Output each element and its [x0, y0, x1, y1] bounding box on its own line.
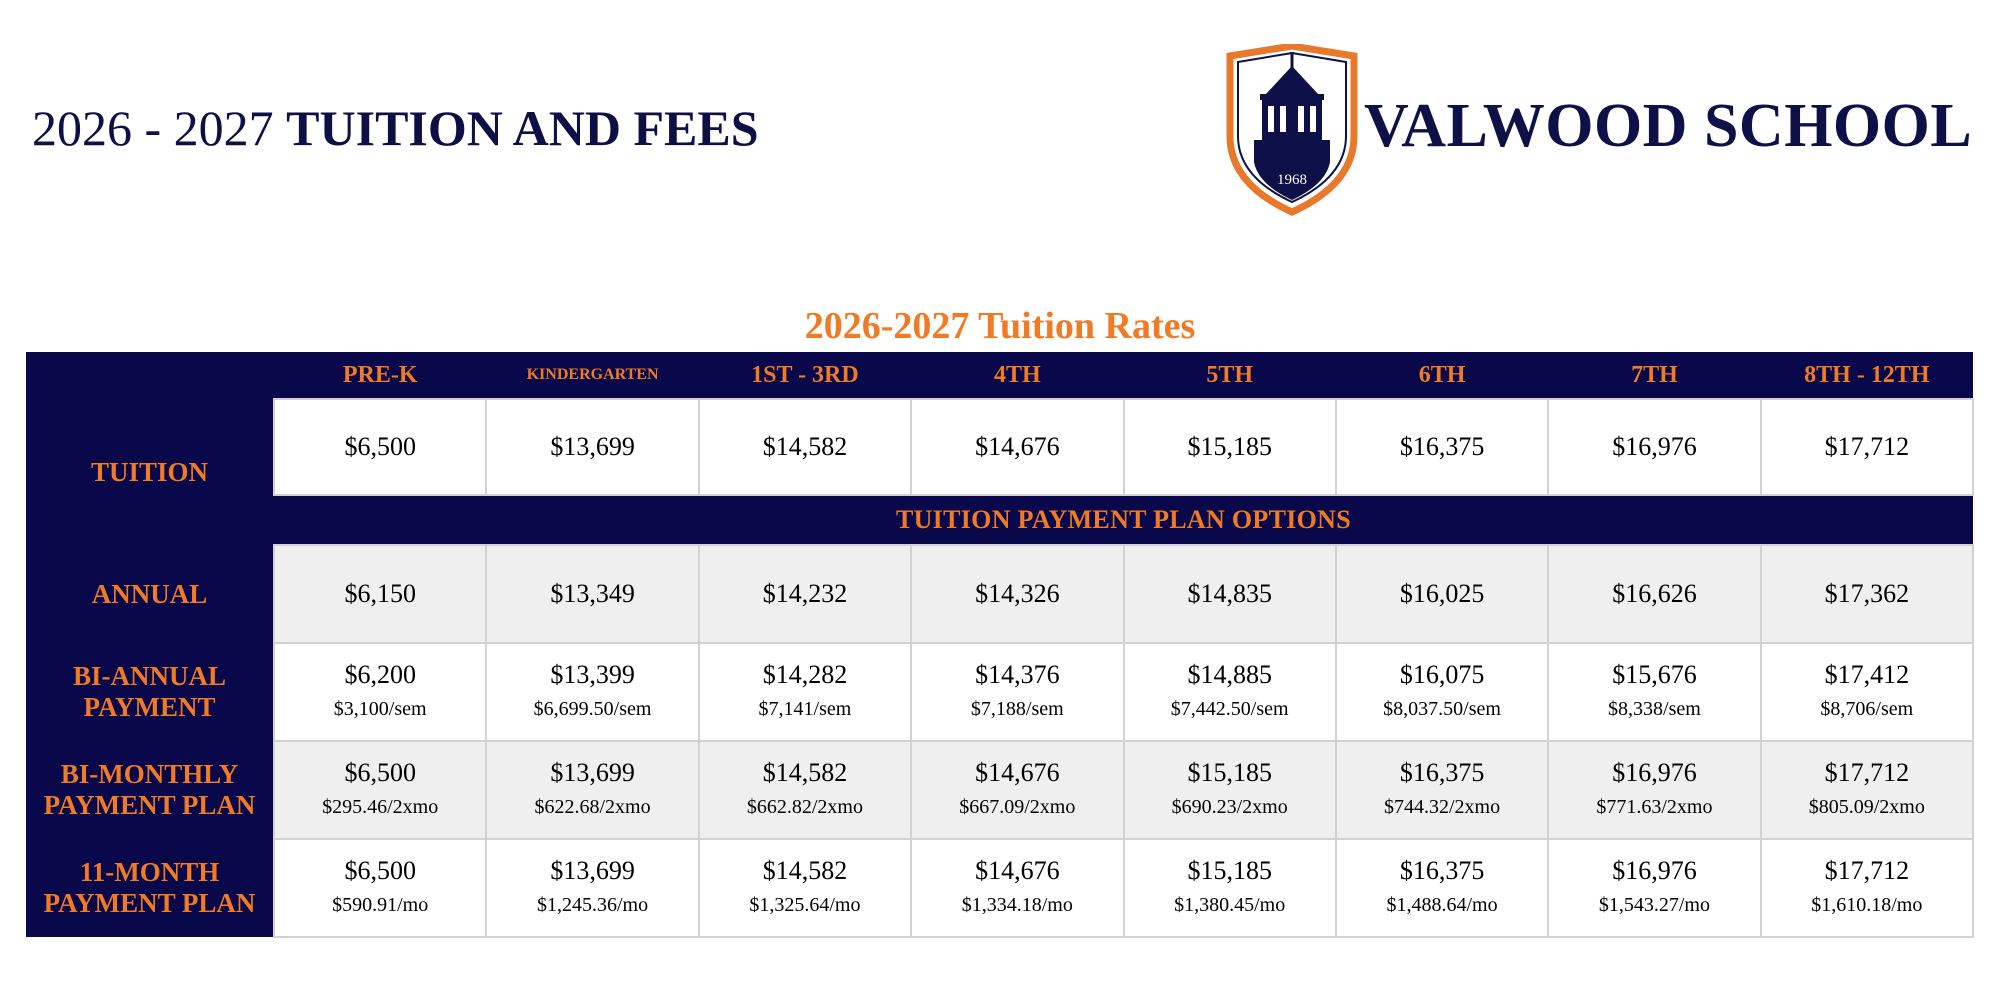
cell-total: $16,976: [1612, 758, 1697, 787]
cell-total: $16,375: [1399, 432, 1485, 461]
table-cell: [1761, 839, 1973, 937]
cell-installment: $662.82/2xmo: [746, 796, 863, 818]
table-cell: [1548, 839, 1760, 937]
row-label-line: BI-ANNUAL: [72, 661, 226, 691]
cell-installment: $622.68/2xmo: [534, 796, 651, 818]
cell-installment: $667.09/2xmo: [959, 796, 1076, 818]
cell-total: $15,185: [1187, 432, 1272, 461]
table-cell: [699, 839, 911, 937]
cell-total: $6,500: [344, 432, 416, 461]
column-header: 4TH: [911, 352, 1123, 399]
cell-total: $15,185: [1187, 758, 1272, 787]
cell-total: $15,185: [1187, 856, 1272, 885]
cell-total: $14,835: [1187, 579, 1272, 608]
cell-total: $6,500: [344, 856, 416, 885]
column-header: PRE-K: [274, 352, 486, 399]
cell-total: $14,376: [975, 660, 1060, 689]
table-cell: [1548, 545, 1760, 643]
cell-total: $14,676: [975, 758, 1060, 787]
row-label-line: 11-MONTH: [79, 857, 220, 887]
table-cell: [699, 741, 911, 839]
cell-total: $16,976: [1612, 856, 1697, 885]
cell-installment: $8,037.50/sem: [1383, 698, 1501, 720]
cell-installment: $6,699.50/sem: [533, 698, 652, 720]
table-cell: [1124, 545, 1336, 643]
monthly-row: [26, 839, 1973, 937]
cell-total: $17,712: [1824, 856, 1910, 885]
cell-total: $13,349: [550, 579, 635, 608]
cell-installment: $8,338/sem: [1608, 698, 1701, 720]
table-cell: [274, 741, 486, 839]
row-label-bimonthly: [26, 741, 274, 839]
cell-total: $14,232: [762, 579, 848, 608]
table-cell: [1761, 545, 1973, 643]
school-crest-logo-icon: [1224, 44, 1360, 216]
table-cell: [486, 399, 698, 495]
table-cell: [1124, 839, 1336, 937]
table-cell: [274, 643, 486, 741]
cell-total: $17,412: [1824, 660, 1910, 689]
column-header: 6TH: [1336, 352, 1548, 399]
cell-installment: $1,334.18/mo: [961, 894, 1073, 916]
cell-total: $16,375: [1399, 856, 1485, 885]
school-logo: [1224, 44, 1973, 216]
cell-total: $13,699: [550, 856, 635, 885]
table-cell: [1336, 545, 1548, 643]
table-cell: [911, 741, 1123, 839]
column-header: 8TH - 12TH: [1761, 352, 1973, 399]
cell-installment: $3,100/sem: [333, 698, 427, 720]
table-cell: [1124, 399, 1336, 495]
cell-total: $16,075: [1399, 660, 1485, 689]
cell-total: $14,282: [762, 660, 848, 689]
table-cell: [1124, 643, 1336, 741]
table-cell: [1548, 741, 1760, 839]
column-header: KINDERGARTEN: [486, 352, 698, 399]
cell-total: $6,200: [344, 660, 416, 689]
row-label-biannual: [26, 643, 274, 741]
tuition-rates-table: [26, 352, 1974, 938]
cell-total: $16,626: [1612, 579, 1697, 608]
cell-total: $17,712: [1824, 758, 1910, 787]
table-cell: [911, 399, 1123, 495]
cell-installment: $1,543.27/mo: [1598, 894, 1710, 916]
cell-total: $16,375: [1399, 758, 1485, 787]
table-cell: [274, 399, 486, 495]
table-cell: [699, 643, 911, 741]
cell-total: $14,676: [975, 432, 1060, 461]
cell-installment: $1,488.64/mo: [1386, 894, 1498, 916]
cell-installment: $744.32/2xmo: [1384, 796, 1501, 818]
page-title-main: TUITION AND FEES: [286, 100, 759, 156]
column-header: 5TH: [1124, 352, 1336, 399]
table-cell: [1336, 741, 1548, 839]
table-cell: [699, 545, 911, 643]
table-cell: [486, 741, 698, 839]
table-cell: [486, 839, 698, 937]
cell-installment: $805.09/2xmo: [1808, 796, 1925, 818]
cell-installment: $1,325.64/mo: [749, 894, 861, 916]
cell-installment: $690.23/2xmo: [1171, 796, 1288, 818]
cell-installment: $1,380.45/mo: [1174, 894, 1286, 916]
biannual-row: [26, 643, 1973, 741]
cell-installment: $1,610.18/mo: [1811, 894, 1923, 916]
row-label-line: BI-MONTHLY: [60, 759, 239, 789]
table-header-row: [26, 352, 1973, 399]
cell-total: $13,399: [550, 660, 635, 689]
cell-installment: $295.46/2xmo: [322, 796, 439, 818]
cell-installment: $1,245.36/mo: [537, 894, 649, 916]
row-label-annual: ANNUAL: [26, 545, 274, 643]
payment-plan-band-row: [26, 495, 1973, 545]
table-cell: [1761, 643, 1973, 741]
table-cell: [1336, 839, 1548, 937]
table-cell: [911, 643, 1123, 741]
column-header: 1ST - 3RD: [699, 352, 911, 399]
cell-total: $14,582: [762, 432, 848, 461]
column-header: 7TH: [1548, 352, 1760, 399]
cell-installment: $8,706/sem: [1820, 698, 1914, 720]
cell-total: $14,582: [762, 856, 848, 885]
table-cell: [274, 839, 486, 937]
cell-total: $6,150: [344, 579, 416, 608]
cell-total: $15,676: [1612, 660, 1697, 689]
table-cell: [1761, 741, 1973, 839]
row-label-line: PAYMENT PLAN: [43, 790, 256, 820]
row-label-tuition: TUITION: [26, 399, 274, 545]
page-title-years: 2026 - 2027: [32, 100, 274, 156]
table-cell: [486, 545, 698, 643]
table-cell: [699, 399, 911, 495]
cell-total: $16,976: [1612, 432, 1697, 461]
cell-total: $16,025: [1399, 579, 1485, 608]
cell-installment: $7,188/sem: [970, 698, 1064, 720]
row-label-line: PAYMENT: [83, 692, 216, 722]
table-cell: [911, 545, 1123, 643]
table-cell: [1548, 643, 1760, 741]
cell-total: $13,699: [550, 758, 635, 787]
table-cell: [1124, 741, 1336, 839]
bimonthly-row: [26, 741, 1973, 839]
table-cell: [1548, 399, 1760, 495]
row-label-monthly: [26, 839, 274, 937]
cell-total: $6,500: [344, 758, 416, 787]
cell-total: $17,712: [1824, 432, 1910, 461]
row-label-line: PAYMENT PLAN: [43, 888, 256, 918]
header-corner: [26, 352, 274, 399]
cell-installment: $771.63/2xmo: [1596, 796, 1713, 818]
table-cell: [486, 643, 698, 741]
cell-total: $13,699: [550, 432, 635, 461]
table-cell: [1761, 399, 1973, 495]
table-cell: [1336, 399, 1548, 495]
payment-plan-options-heading: TUITION PAYMENT PLAN OPTIONS: [274, 495, 1973, 545]
cell-total: $14,326: [975, 579, 1060, 608]
rates-table-title: 2026-2027 Tuition Rates: [804, 305, 1196, 347]
cell-total: $17,362: [1824, 579, 1910, 608]
annual-row: [26, 545, 1973, 643]
cell-installment: $590.91/mo: [332, 894, 429, 916]
table-cell: [274, 545, 486, 643]
page-title: [32, 96, 759, 160]
cell-total: $14,885: [1187, 660, 1272, 689]
cell-total: $14,582: [762, 758, 848, 787]
tuition-row: [26, 399, 1973, 495]
logo-year: 1968: [1277, 172, 1307, 188]
table-cell: [911, 839, 1123, 937]
table-cell: [1336, 643, 1548, 741]
cell-installment: $7,442.50/sem: [1170, 698, 1289, 720]
cell-total: $14,676: [975, 856, 1060, 885]
school-name: VALWOOD SCHOOL: [1364, 92, 1973, 160]
cell-installment: $7,141/sem: [758, 698, 852, 720]
